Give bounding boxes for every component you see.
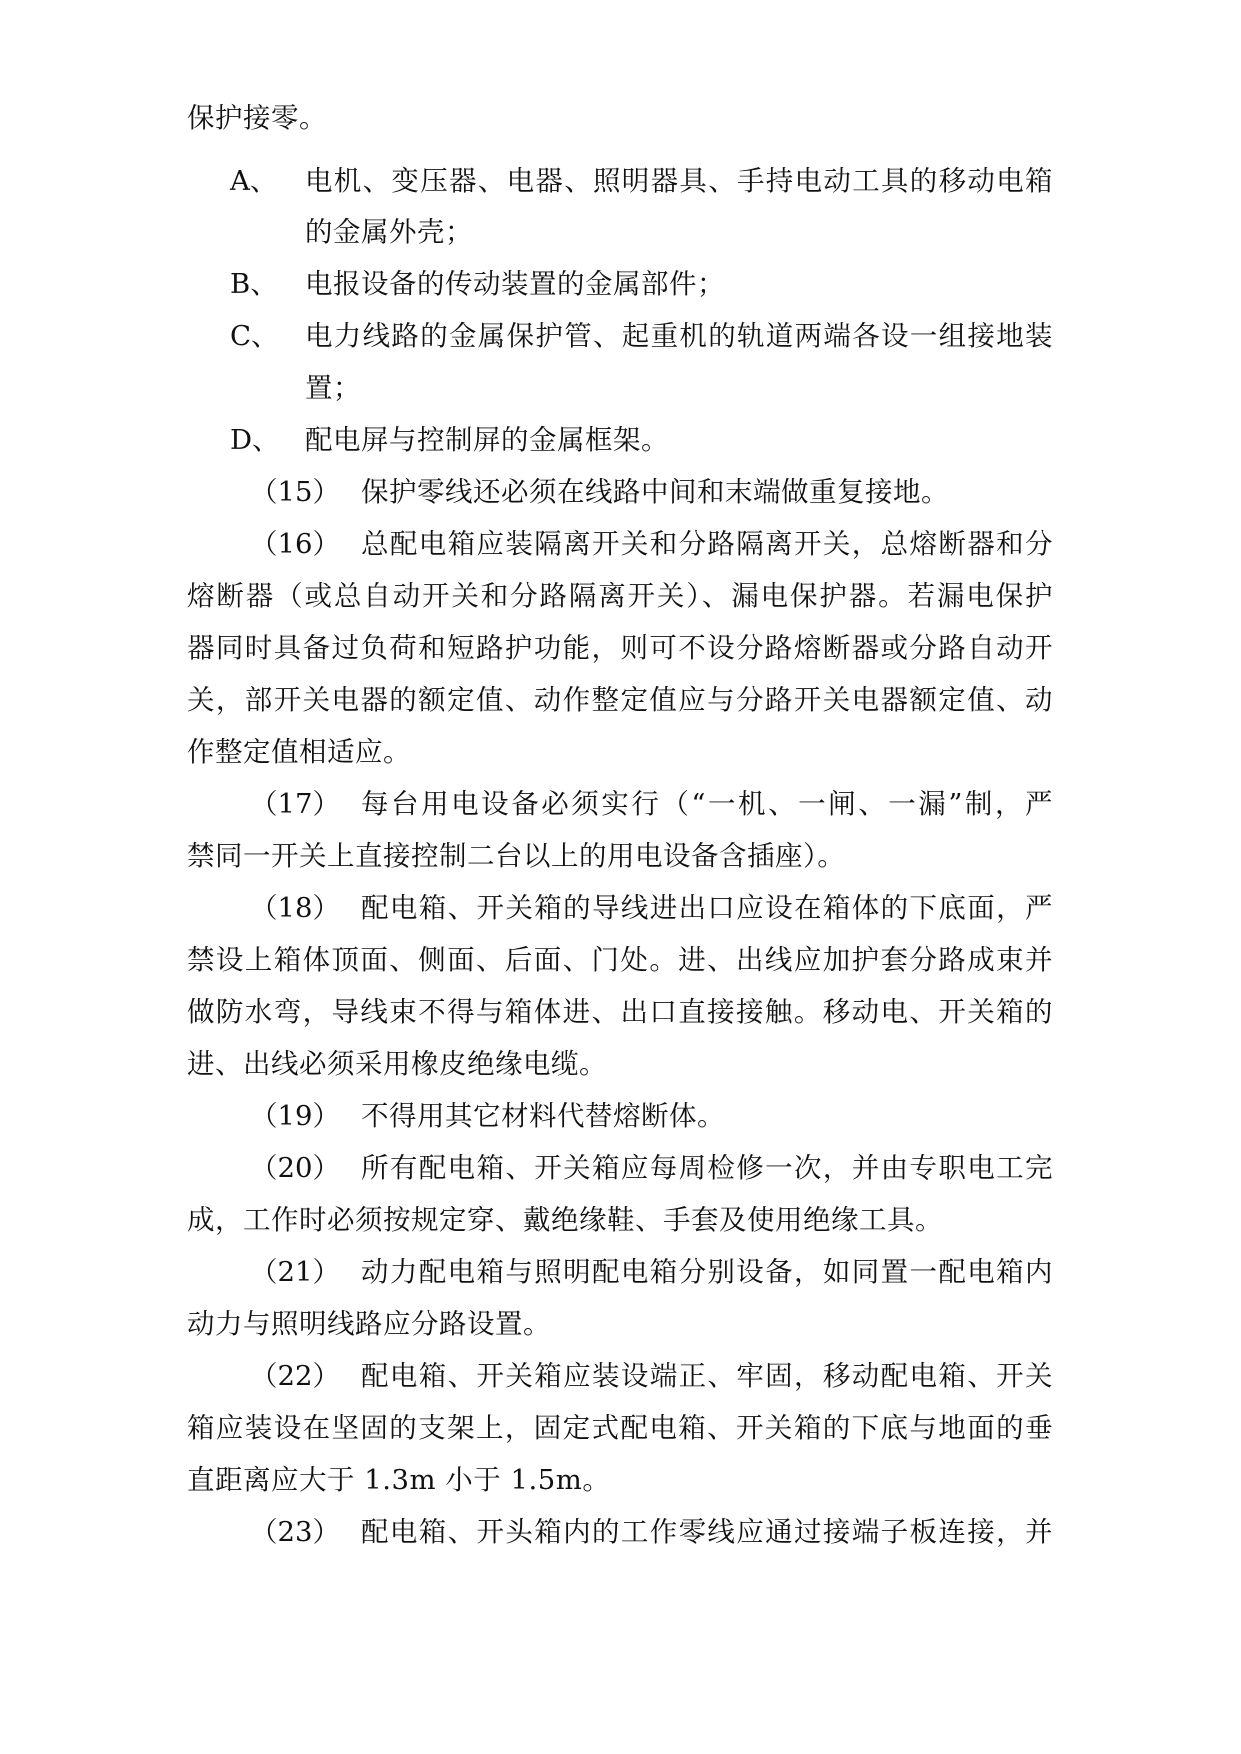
list-marker: C、 [230, 320, 279, 352]
clause-line: 直距离应大于 1.3m 小于 1.5m。 [187, 1464, 611, 1496]
list-item-line: 电力线路的金属保护管、起重机的轨道两端各设一组接地装 [305, 320, 1053, 352]
clause-number: （21） [250, 1256, 340, 1288]
clause-line: 成，工作时必须按规定穿、戴绝缘鞋、手套及使用绝缘工具。 [187, 1204, 943, 1236]
clause-number: （23） [250, 1516, 340, 1548]
clause-line: 箱应装设在坚固的支架上，固定式配电箱、开关箱的下底与地面的垂 [187, 1412, 1053, 1444]
list-marker: D、 [230, 424, 280, 456]
list-marker: B、 [230, 268, 278, 300]
clause-number: （20） [250, 1152, 340, 1184]
list-item-line: 电报设备的传动装置的金属部件； [305, 268, 725, 300]
clause-line: 作整定值相适应。 [187, 736, 411, 768]
clause-line: 保护零线还必须在线路中间和末端做重复接地。 [361, 476, 949, 508]
paragraph-line: 保护接零。 [187, 102, 327, 134]
clause-line: 关，部开关电器的额定值、动作整定值应与分路开关电器额定值、动 [187, 684, 1053, 716]
clause-line: 每台用电设备必须实行（“一机、一闸、一漏”制，严 [361, 788, 1053, 820]
clause-number: （19） [250, 1100, 340, 1132]
clause-line: 配电箱、开头箱内的工作零线应通过接端子板连接，并 [361, 1516, 1053, 1548]
clause-line: 配电箱、开关箱应装设端正、牢固，移动配电箱、开关 [361, 1360, 1053, 1392]
clause-line: 做防水弯，导线束不得与箱体进、出口直接接触。移动电、开关箱的 [187, 996, 1053, 1028]
list-marker: A、 [230, 165, 278, 197]
clause-line: 进、出线必须采用橡皮绝缘电缆。 [187, 1048, 607, 1080]
clause-line: 禁设上箱体顶面、侧面、后面、门处。进、出线应加护套分路成束并 [187, 944, 1053, 976]
list-item-line: 置； [305, 372, 361, 404]
clause-number: （17） [250, 788, 340, 820]
list-item-line: 的金属外壳； [305, 216, 473, 248]
clause-line: 配电箱、开关箱的导线进出口应设在箱体的下底面，严 [361, 892, 1053, 924]
list-item-line: 配电屏与控制屏的金属框架。 [305, 424, 669, 456]
clause-number: （22） [250, 1360, 340, 1392]
clause-line: 熔断器（或总自动开关和分路隔离开关）、漏电保护器。若漏电保护 [187, 580, 1053, 612]
clause-number: （18） [250, 892, 340, 924]
clause-line: 动力配电箱与照明配电箱分别设备，如同置一配电箱内 [361, 1256, 1053, 1288]
list-item-line: 电机、变压器、电器、照明器具、手持电动工具的移动电箱 [305, 165, 1053, 197]
clause-line: 不得用其它材料代替熔断体。 [361, 1100, 725, 1132]
clause-line: 器同时具备过负荷和短路护功能，则可不设分路熔断器或分路自动开 [187, 632, 1053, 664]
clause-line: 总配电箱应装隔离开关和分路隔离开关，总熔断器和分 [361, 528, 1053, 560]
clause-line: 动力与照明线路应分路设置。 [187, 1308, 551, 1340]
clause-number: （15） [250, 476, 340, 508]
clause-line: 禁同一开关上直接控制二台以上的用电设备含插座）。 [187, 840, 846, 872]
clause-number: （16） [250, 528, 340, 560]
clause-line: 所有配电箱、开关箱应每周检修一次，并由专职电工完 [361, 1152, 1053, 1184]
